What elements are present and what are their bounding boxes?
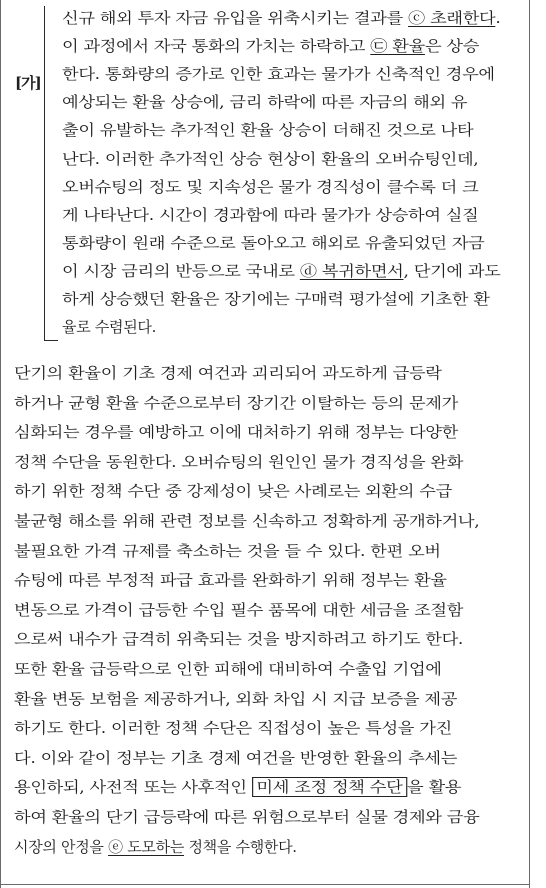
bracketed-line: 이 시장 금리의 반등으로 국내로 ⓓ 복귀하면서, 단기에 과도 — [62, 261, 501, 280]
body-line: 또한 환율 급등락으로 인한 피해에 대비하여 수출입 기업에 — [14, 660, 442, 678]
bracketed-line: 이 과정에서 자국 통화의 가치는 하락하고 ㉢ 환율은 상승 — [62, 37, 480, 56]
frame-left-edge — [0, 0, 1, 888]
bracket-vertical — [44, 6, 45, 341]
boxed-term: 미세 조정 정책 수단 — [252, 777, 407, 797]
bracketed-line: 한다. 통화량의 증가로 인한 효과는 물가가 신축적인 경우에 — [62, 65, 495, 84]
body-line: 환율 변동 보험을 제공하거나, 외화 차입 시 지급 보증을 제공 — [14, 689, 458, 708]
body-line: 정책 수단을 동원한다. 오버슈팅의 원인인 물가 경직성을 완화 — [14, 452, 464, 471]
bracketed-line: 하게 상승했던 환율은 장기에는 구매력 평가설에 기초한 환 — [62, 290, 490, 308]
section-marker-ga: [가] — [15, 74, 41, 92]
body-line: 용인하되, 사전적 또는 사후적인 미세 조정 정책 수단 을 활용 — [14, 778, 462, 797]
bracketed-line: 난다. 이러한 추가적인 상승 현상이 환율의 오버슈팅인데, — [62, 149, 479, 168]
bracketed-line: 신규 해외 투자 자금 유입을 위축시키는 결과를 ⓒ 초래한다. — [62, 9, 501, 27]
bracketed-line: 통화량이 원래 수준으로 돌아오고 해외로 유출되었던 자금 — [62, 233, 485, 252]
body-line: 불필요한 가격 규제를 축소하는 것을 들 수 있다. 한편 오버 — [14, 541, 441, 560]
underlined-term: ⓓ 복귀하면서 — [299, 261, 404, 280]
bracket-foot — [44, 340, 58, 341]
bracketed-line: 게 나타난다. 시간이 경과함에 따라 물가가 상승하여 실질 — [62, 205, 479, 224]
bracketed-line: 율로 수렴된다. — [62, 318, 157, 337]
body-line: 하기 위한 정책 수단 중 강제성이 낮은 사례로는 외환의 수급 — [14, 482, 452, 501]
underlined-term: ⓒ 초래한다 — [408, 9, 496, 27]
underlined-term: ㉢ 환율 — [370, 37, 425, 56]
underlined-term: ⓔ 도모하는 — [108, 837, 185, 856]
body-line: 슈팅에 따른 부정적 파급 효과를 완화하기 위해 정부는 환율 — [14, 571, 447, 590]
frame-right-edge — [529, 0, 530, 888]
body-line: 하거나 균형 환율 수준으로부터 장기간 이탈하는 등의 문제가 — [14, 393, 458, 412]
bracketed-line: 예상되는 환율 상승에, 금리 하락에 따른 자금의 해외 유 — [62, 93, 468, 112]
body-line: 심화되는 경우를 예방하고 이에 대처하기 위해 정부는 다양한 — [14, 423, 458, 442]
body-line: 불균형 해소를 위해 관련 정보를 신속하고 정확하게 공개하거나, — [14, 512, 480, 530]
body-line: 하여 환율의 단기 급등락에 따른 위험으로부터 실물 경제와 금융 — [14, 808, 480, 826]
frame-bottom-edge — [0, 884, 530, 885]
bracketed-line: 출이 유발하는 추가적인 환율 상승이 더해진 것으로 나타 — [62, 121, 474, 140]
body-line: 으로써 내수가 급격히 위축되는 것을 방지하려고 하기도 한다. — [14, 630, 464, 649]
body-line: 단기의 환율이 기초 경제 여건과 괴리되어 과도하게 급등락 — [14, 364, 442, 382]
body-line: 하기도 한다. 이러한 정책 수단은 직접성이 높은 특성을 가진 — [14, 719, 452, 738]
body-line: 변동으로 가격이 급등한 수입 필수 품목에 대한 세금을 조절함 — [14, 600, 464, 619]
body-line: 다. 이와 같이 정부는 기초 경제 여건을 반영한 환율의 추세는 — [14, 748, 458, 767]
body-line: 시장의 안정을 ⓔ 도모하는 정책을 수행한다. — [14, 837, 297, 856]
bracketed-line: 오버슈팅의 정도 및 지속성은 물가 경직성이 클수록 더 크 — [62, 177, 479, 196]
